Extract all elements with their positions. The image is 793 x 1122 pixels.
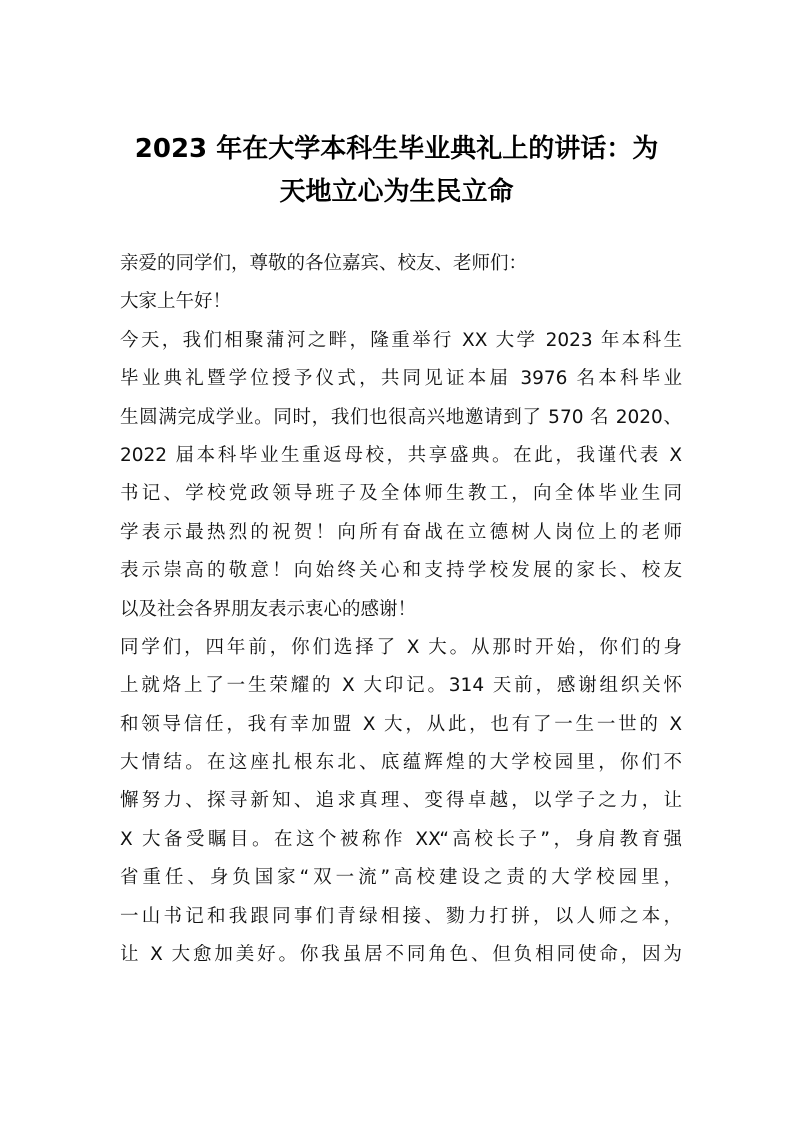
body-text-line: 同学们，四年前，你们选择了 X 大。从那时开始，你们的身 <box>120 636 682 658</box>
document-body <box>120 245 682 974</box>
body-text-line: 表示崇高的敬意！向始终关心和支持学校发展的家长、校友 <box>120 560 682 582</box>
document-title-line-2: 天地立心为生民立命 <box>279 177 514 207</box>
body-text-line: 让 X 大愈加美好。你我虽居不同角色、但负相同使命，因为 <box>120 944 682 966</box>
body-text-line: X 大备受瞩目。在这个被称作 XX“高校长子”，身肩教育强 <box>120 828 682 850</box>
body-text-line: 大家上午好！ <box>120 291 232 313</box>
body-text-line: 毕业典礼暨学位授予仪式，共同见证本届 3976 名本科毕业 <box>120 368 682 390</box>
body-text-line: 今天，我们相聚蒲河之畔，隆重举行 XX 大学 2023 年本科生 <box>120 329 682 351</box>
body-text-line: 学表示最热烈的祝贺！向所有奋战在立德树人岗位上的老师 <box>120 521 682 543</box>
body-text-line: 生圆满完成学业。同时，我们也很高兴地邀请到了 570 名 2020、 <box>120 406 682 428</box>
body-text-line: 亲爱的同学们，尊敬的各位嘉宾、校友、老师们： <box>120 253 528 274</box>
body-text-line: 懈努力、探寻新知、追求真理、变得卓越，以学子之力，让 <box>120 790 682 812</box>
body-text-line: 书记、学校党政领导班子及全体师生教工，向全体毕业生同 <box>120 483 682 505</box>
document-title-line-1: 2023 年在大学本科生毕业典礼上的讲话：为 <box>134 134 659 164</box>
body-text-line: 省重任、身负国家“双一流”高校建设之责的大学校园里， <box>120 867 682 889</box>
body-text-line: 一山书记和我跟同事们青绿相接、勠力打拼，以人师之本， <box>120 905 682 927</box>
body-text-line: 2022 届本科毕业生重返母校，共享盛典。在此，我谨代表 X <box>120 444 682 466</box>
body-text-line: 以及社会各界朋友表示衷心的感谢！ <box>120 598 417 620</box>
body-text-line: 大情结。在这座扎根东北、底蕴辉煌的大学校园里，你们不 <box>120 752 682 774</box>
body-text-line: 上就烙上了一生荣耀的 X 大印记。314 天前，感谢组织关怀 <box>120 675 682 697</box>
body-text-line: 和领导信任，我有幸加盟 X 大，从此，也有了一生一世的 X <box>120 713 682 735</box>
